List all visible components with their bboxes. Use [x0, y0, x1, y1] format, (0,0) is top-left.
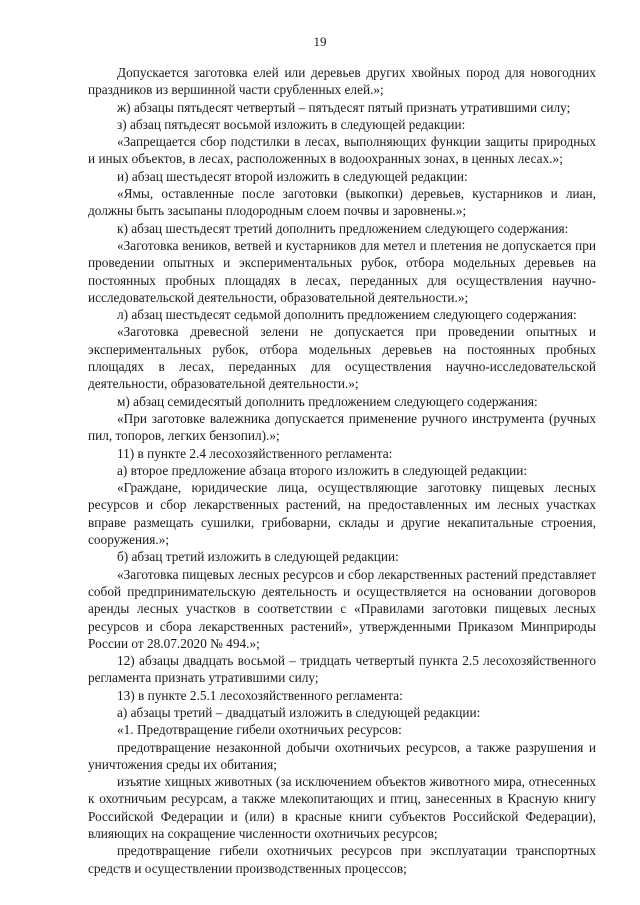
paragraph: «Граждане, юридические лица, осуществляющие заготовку пищевых лесных ресурсов и сбор лекарственных растений, на предоставленных им лесных участках вправе размещать сушилки, грибоварни, склады и другие некапитальные строения, сооружения.»; — [88, 480, 596, 548]
paragraph: б) абзац третий изложить в следующей редакции: — [117, 549, 399, 565]
paragraph: л) абзац шестьдесят седьмой дополнить предложением следующего содержания: — [117, 307, 577, 323]
paragraph: «Заготовка древесной зелени не допускается при проведении опытных и экспериментальных рубок, отбора модельных деревьев на постоянных пробных площадях в лесах, переданных для осуществления научно-исследовательской деятельности, образовательной деятельности.»; — [88, 324, 596, 392]
document-body — [88, 64, 596, 877]
paragraph: ж) абзацы пятьдесят четвертый – пятьдесят пятый признать утратившими силу; — [117, 99, 571, 115]
paragraph: предотвращение гибели охотничьих ресурсов при эксплуатации транспортных средств и осуществлении производственных процессов; — [88, 843, 596, 876]
paragraph: «Заготовка пищевых лесных ресурсов и сбор лекарственных растений представляет собой предпринимательскую деятельность и осуществляется на основании договоров аренды лесных участков в соответствии с «Правилами заготовки пищевых лесных ресурсов и сбора лекарственных растений», утвержденными Приказом Минприроды России от 28.07.2020 № 494.»; — [88, 566, 596, 651]
paragraph: а) второе предложение абзаца второго изложить в следующей редакции: — [117, 462, 528, 478]
paragraph: предотвращение незаконной добычи охотничьих ресурсов, а также разрушения и уничтожения среды их обитания; — [88, 739, 596, 772]
paragraph: 12) абзацы двадцать восьмой – тридцать четвертый пункта 2.5 лесохозяйственного регламента признать утратившими силу; — [88, 653, 596, 686]
paragraph: «Ямы, оставленные после заготовки (выкопки) деревьев, кустарников и лиан, должны быть засыпаны плодородным слоем почвы и заровнены.»; — [88, 186, 596, 219]
paragraph: «Запрещается сбор подстилки в лесах, выполняющих функции защиты природных и иных объектов, в лесах, расположенных в водоохранных зонах, в ценных лесах.»; — [88, 134, 596, 167]
paragraph: а) абзацы третий – двадцатый изложить в следующей редакции: — [117, 704, 481, 720]
paragraph: 11) в пункте 2.4 лесохозяйственного регламента: — [117, 445, 393, 461]
paragraph: «При заготовке валежника допускается применение ручного инструмента (ручных пил, топоров, легких бензопил).»; — [88, 410, 596, 444]
paragraph: к) абзац шестьдесят третий дополнить предложением следующего содержания: — [117, 220, 569, 236]
paragraph: и) абзац шестьдесят второй изложить в следующей редакции: — [117, 168, 468, 184]
paragraph: изъятие хищных животных (за исключением объектов животного мира, отнесенных к охотничьим ресурсам, а также млекопитающих и птиц, занесенных в Красную книгу Российской Федерации и (или) в красные книги субъектов Российской Федерации), влияющих на сокращение численности охотничьих ресурсов; — [88, 774, 596, 842]
paragraph: «1. Предотвращение гибели охотничьих ресурсов: — [117, 722, 402, 738]
paragraph: Допускается заготовка елей или деревьев других хвойных пород для новогодних праздников из вершинной части срубленных елей.»; — [88, 65, 596, 98]
paragraph: «Заготовка веников, ветвей и кустарников для метел и плетения не допускается при проведении опытных и экспериментальных рубок, отбора модельных деревьев на постоянных пробных площадях в лесах, переданных для осуществления научно-исследовательской деятельности, образовательной деятельности.»; — [88, 237, 596, 305]
paragraph: з) абзац пятьдесят восьмой изложить в следующей редакции: — [117, 116, 466, 132]
paragraph: 13) в пункте 2.5.1 лесохозяйственного регламента: — [117, 687, 403, 703]
page-number: 19 — [313, 34, 327, 49]
paragraph: м) абзац семидесятый дополнить предложением следующего содержания: — [117, 393, 538, 409]
